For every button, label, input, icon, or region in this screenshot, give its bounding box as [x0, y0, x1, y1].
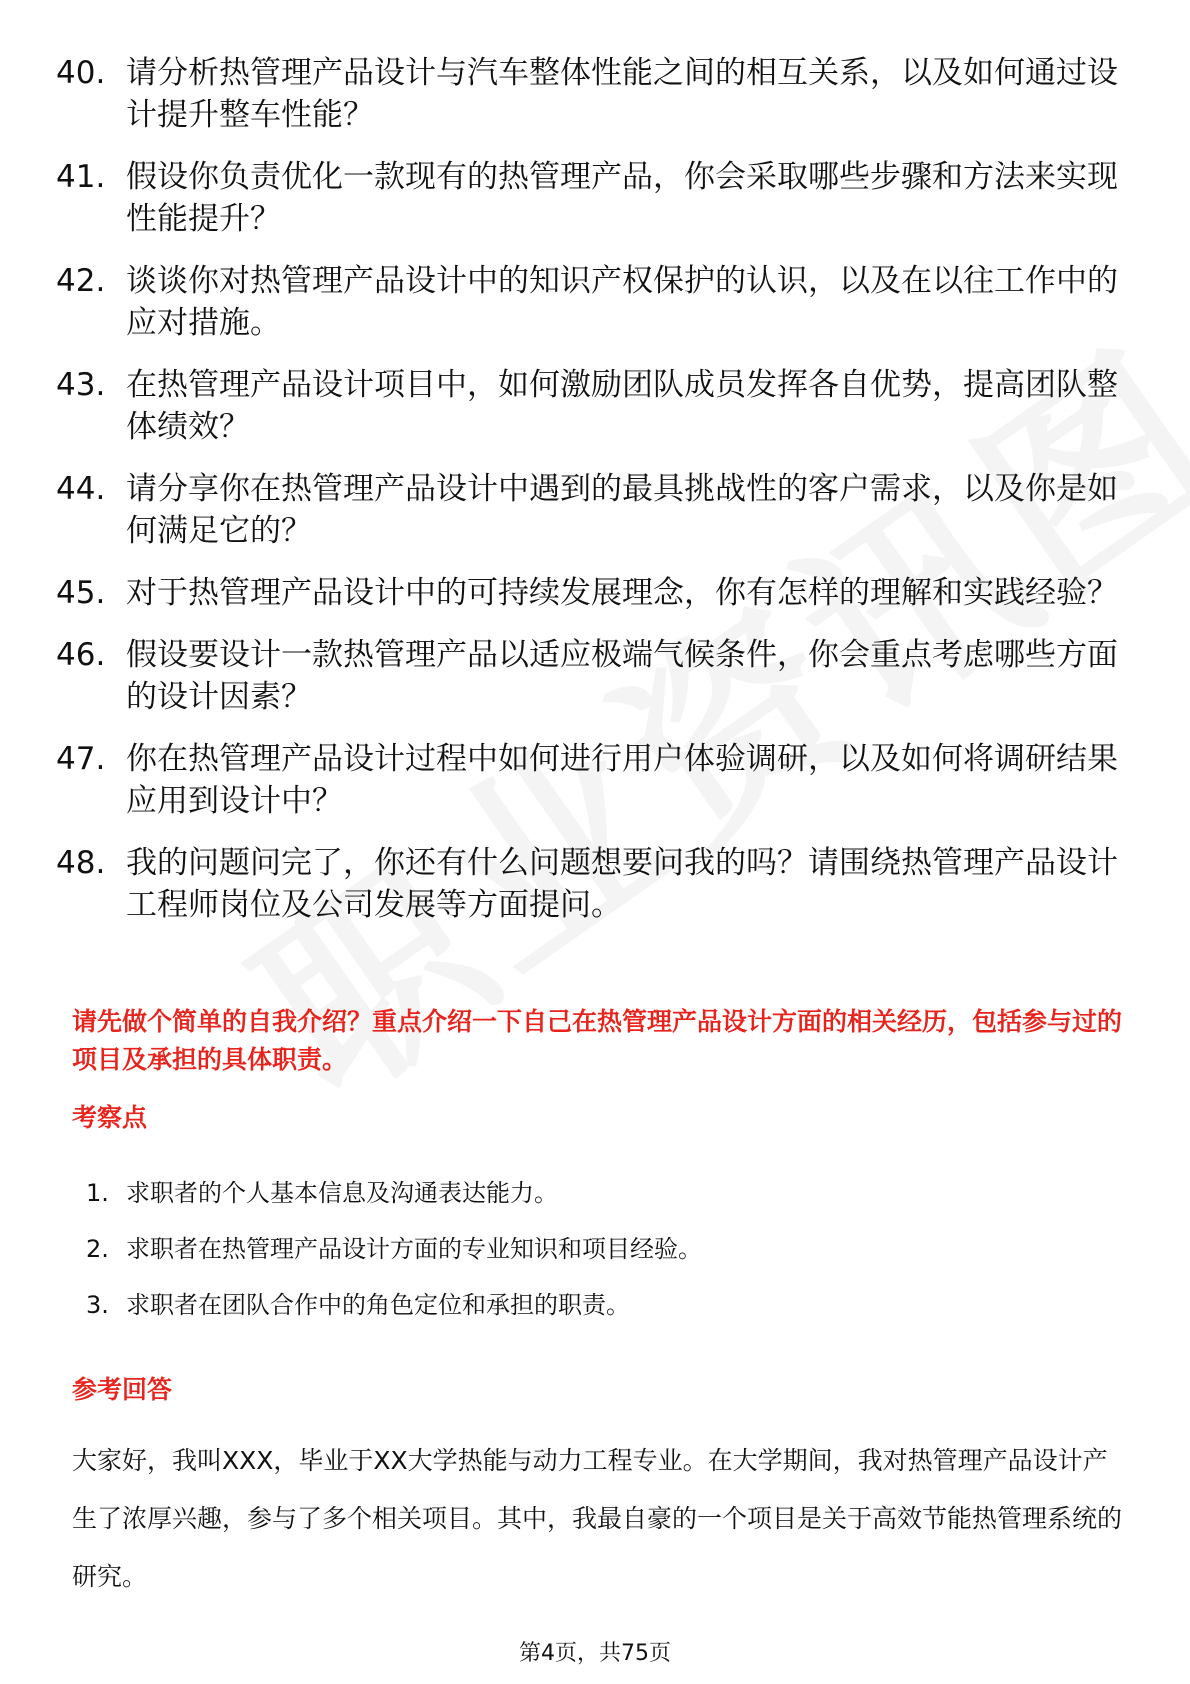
point-number: 3. [86, 1291, 109, 1319]
question-number: 44. [56, 471, 106, 507]
question-text: 谈谈你对热管理产品设计中的知识产权保护的认识，以及在以往工作中的应对措施。 [126, 263, 1118, 341]
list-item [56, 634, 1136, 718]
point-text: 求职者在热管理产品设计方面的专业知识和项目经验。 [126, 1235, 702, 1263]
question-text: 请分析热管理产品设计与汽车整体性能之间的相互关系，以及如何通过设计提升整车性能？ [126, 55, 1118, 133]
question-number: 45. [56, 575, 106, 611]
question-number: 46. [56, 637, 106, 673]
question-number: 41. [56, 159, 106, 195]
list-item [56, 156, 1136, 240]
list-item [56, 52, 1136, 136]
question-text: 你在热管理产品设计过程中如何进行用户体验调研，以及如何将调研结果应用到设计中？ [126, 741, 1118, 819]
list-item [56, 572, 1136, 614]
list-item [86, 1277, 1126, 1333]
question-text: 假设你负责优化一款现有的热管理产品，你会采取哪些步骤和方法来实现性能提升？ [126, 159, 1118, 237]
interview-prompt: 请先做个简单的自我介绍？重点介绍一下自己在热管理产品设计方面的相关经历，包括参与过的项目及承担的具体职责。 [72, 1007, 1123, 1074]
point-number: 1. [86, 1179, 109, 1207]
question-text: 我的问题问完了，你还有什么问题想要问我的吗？请围绕热管理产品设计工程师岗位及公司发展等方面提问。 [126, 845, 1118, 923]
question-number: 47. [56, 741, 106, 777]
question-number: 43. [56, 367, 106, 403]
kaocha-point-list [86, 1165, 1126, 1333]
list-item [56, 738, 1136, 822]
point-text: 求职者在团队合作中的角色定位和承担的职责。 [126, 1291, 630, 1319]
question-list [56, 52, 1136, 946]
list-item [86, 1221, 1126, 1277]
list-item [56, 364, 1136, 448]
list-item [86, 1165, 1126, 1221]
list-item [56, 842, 1136, 926]
point-text: 求职者的个人基本信息及沟通表达能力。 [126, 1179, 558, 1207]
section-title-answer: 参考回答 [72, 1375, 173, 1404]
list-item [56, 468, 1136, 552]
point-number: 2. [86, 1235, 109, 1263]
question-text: 请分享你在热管理产品设计中遇到的最具挑战性的客户需求，以及你是如何满足它的？ [126, 471, 1118, 549]
question-number: 40. [56, 55, 106, 91]
list-item [56, 260, 1136, 344]
question-text: 在热管理产品设计项目中，如何激励团队成员发挥各自优势，提高团队整体绩效？ [126, 367, 1118, 445]
question-text: 对于热管理产品设计中的可持续发展理念，你有怎样的理解和实践经验？ [126, 575, 1118, 611]
question-number: 48. [56, 845, 106, 881]
page-footer: 第4页，共75页 [519, 1641, 671, 1666]
question-number: 42. [56, 263, 106, 299]
answer-paragraph: 大家好，我叫XXX，毕业于XX大学热能与动力工程专业。在大学期间，我对热管理产品设计产生了浓厚兴趣，参与了多个相关项目。其中，我最自豪的一个项目是关于高效节能热管理系统的研究。 [72, 1446, 1123, 1591]
question-text: 假设要设计一款热管理产品以适应极端气候条件，你会重点考虑哪些方面的设计因素？ [126, 637, 1118, 715]
section-title-kaocha: 考察点 [72, 1103, 148, 1132]
